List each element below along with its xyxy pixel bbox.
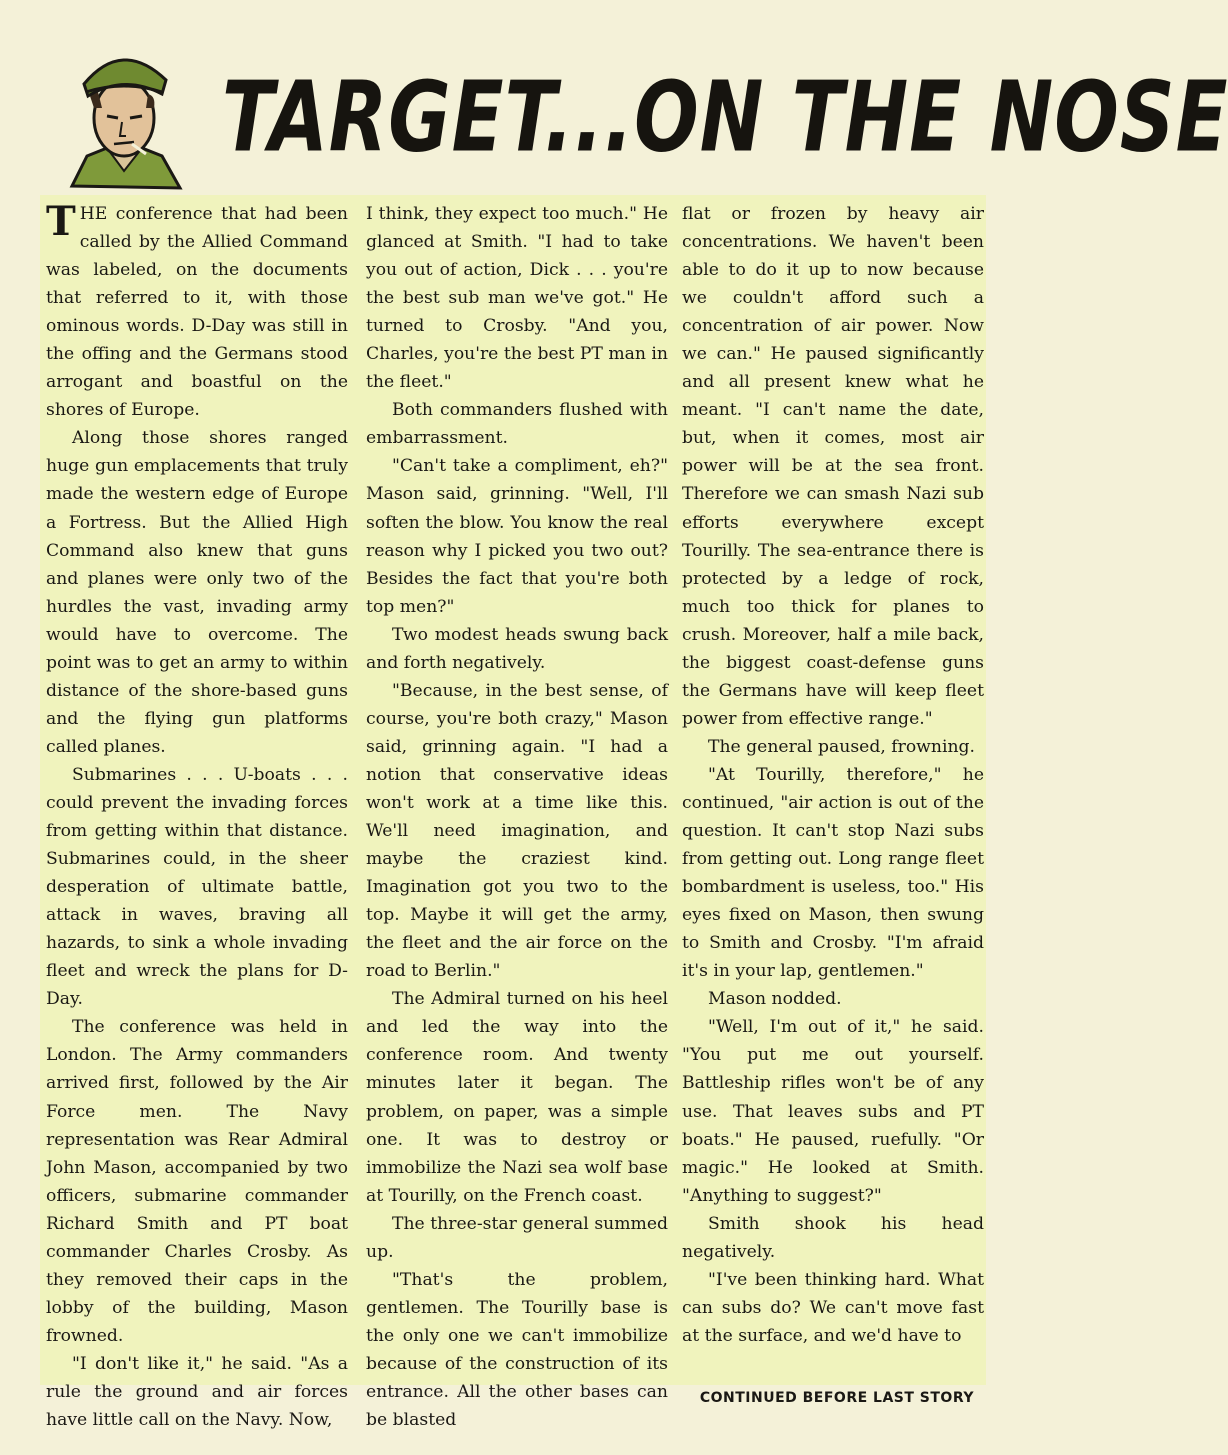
- text-column-2: [366, 200, 668, 1431]
- paragraph: "I've been thinking hard. What can subs do? We can't move fast at the surface, and we'd have to: [682, 1269, 984, 1346]
- paragraph: Along those shores ranged huge gun emplacements that truly made the western edge of Europe a Fortress. But the Allied High Command also knew that guns and planes were only two of the hurdles the vast, invading army would have to overcome. The point was to get an army to within distance of the shore-based guns and the flying gun platforms called planes.: [46, 428, 348, 757]
- paragraph: "Because, in the best sense, of course, you're both crazy," Mason said, grinning again. "I had a notion that conservative ideas won't work at a time like this. We'll need imagination, and maybe the craziest kind. Imagination got you two to the top. Maybe it will get the army, the fleet and the air force on the road to Berlin.": [366, 680, 668, 982]
- paragraph: Two modest heads swung back and forth negatively.: [366, 624, 668, 673]
- paragraph: Mason nodded.: [708, 989, 842, 1010]
- story-title: TARGET...ON THE NOSE: [222, 59, 1228, 174]
- paragraph: The conference was held in London. The Army commanders arrived first, followed by the Air Force men. The Navy representation was Rear Admiral John Mason, accompanied by two officers, submarine commander Richard Smith and PT boat commander Charles Crosby. As they removed their caps in the lobby of the building, Mason frowned.: [46, 1017, 348, 1346]
- paragraph: Both commanders flushed with embarrassment.: [366, 400, 668, 449]
- paragraph: Smith shook his head negatively.: [682, 1213, 984, 1262]
- paragraph: "That's the problem, gentlemen. The Tourilly base is the only one we can't immobilize because of the construction of its entrance. All the other bases can be blasted: [366, 1269, 668, 1431]
- paragraph: The general paused, frowning.: [708, 736, 975, 757]
- paragraph: flat or frozen by heavy air concentrations. We haven't been able to do it up to now because we couldn't afford such a concentration of air power. Now we can." He paused significantly and all present knew what he meant. "I can't name the date, but, when it comes, most air power will be at the sea front. Therefore we can smash Nazi sub efforts everywhere except Tourilly. The sea-entrance there is protected by a ledge of rock, much too thick for planes to crush. Moreover, half a mile back, the biggest coast-defense guns the Germans have will keep fleet power from effective range.": [682, 204, 984, 729]
- text-column-3: [682, 200, 984, 1385]
- paragraph: "At Tourilly, therefore," he continued, "air action is out of the question. It can't stop Nazi subs from getting out. Long range fleet bombardment is useless, too." His eyes fixed on Mason, then swung to Smith and Crosby. "I'm afraid it's in your lap, gentlemen.": [682, 764, 984, 982]
- paragraph: "I don't like it," he said. "As a rule the ground and air forces have little call on the Navy. Now,: [46, 1353, 348, 1431]
- paragraph: THE conference that had been called by the Allied Command was labeled, on the documents that referred to it, with those ominous words. D-Day was still in the offing and the Germans stood arrogant and boastful on the shores of Europe.: [46, 198, 348, 421]
- text-column-1: [46, 198, 348, 1431]
- paragraph: "Can't take a compliment, eh?" Mason said, grinning. "Well, I'll soften the blow. You know the real reason why I picked you two out? Besides the fact that you're both top men?": [366, 456, 668, 617]
- paragraph: I think, they expect too much." He glanced at Smith. "I had to take you out of action, Dick . . . you're the best sub man we've got." He turned to Crosby. "And you, Charles, you're the best PT man in the fleet.": [366, 204, 668, 393]
- paragraph: The Admiral turned on his heel and led the way into the conference room. And twenty minutes later it began. The problem, on paper, was a simple one. It was to destroy or immobilize the Nazi sea wolf base at Tourilly, on the French coast.: [366, 989, 668, 1206]
- soldier-portrait-icon: [62, 36, 187, 196]
- paragraph: Submarines . . . U-boats . . . could prevent the invading forces from getting within that distance. Submarines could, in the sheer desperation of ultimate battle, attack in waves, braving all hazards, to sink a whole invading fleet and wreck the plans for D-Day.: [46, 764, 348, 1010]
- continued-note: CONTINUED BEFORE LAST STORY: [699, 1390, 974, 1406]
- paragraph: The three-star general summed up.: [366, 1213, 668, 1262]
- paragraph: "Well, I'm out of it," he said. "You put me out yourself. Battleship rifles won't be of any use. That leaves subs and PT boats." He paused, ruefully. "Or magic." He looked at Smith. "Anything to suggest?": [682, 1017, 984, 1206]
